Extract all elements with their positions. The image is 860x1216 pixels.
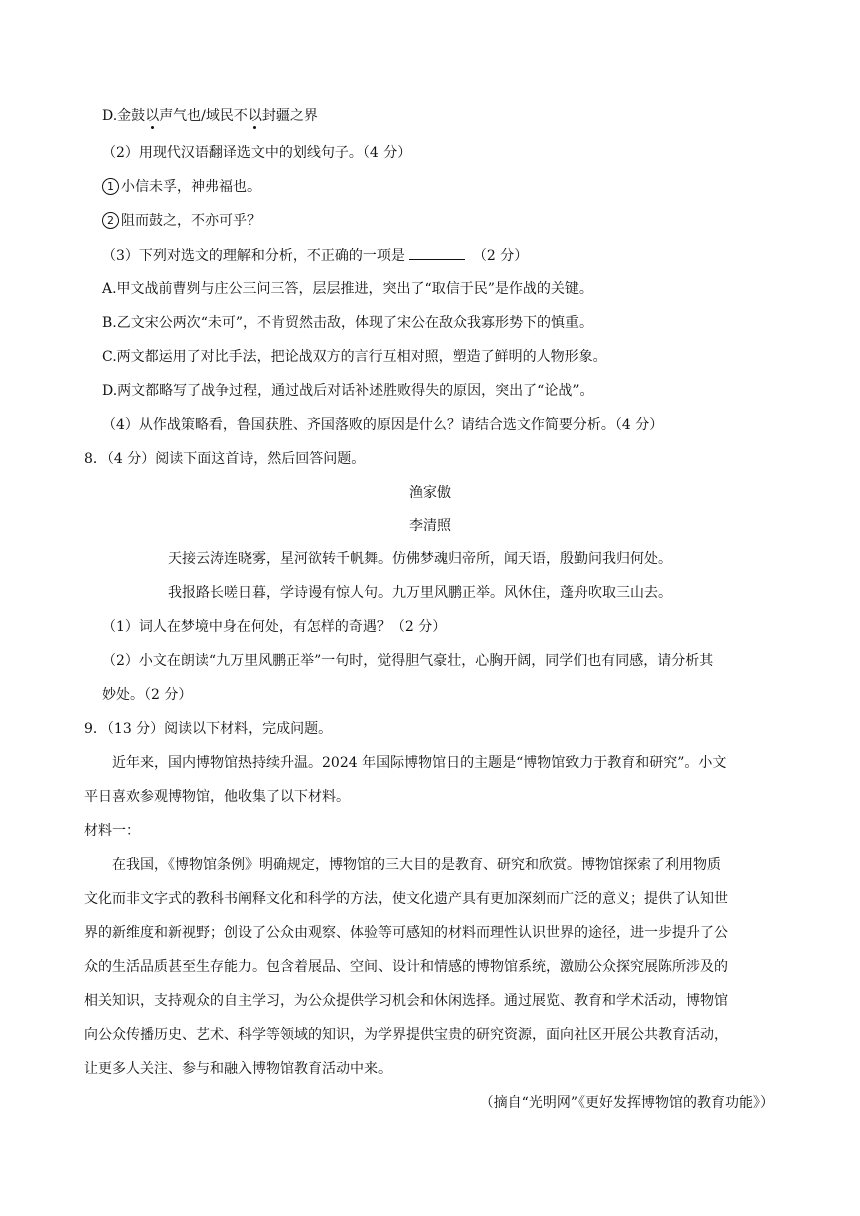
paragraph-line: 界的新维度和新视野；创设了公众由观察、体验等可感知的材料而理性认识世界的途径，进一步提升了公 [84,925,728,941]
answer-blank[interactable] [409,245,465,260]
emphasis-dot-char: 以 [145,108,160,124]
option-b: B.乙文宋公两次“未可”，不肯贸然击敌，体现了宋公在敌众我寡形势下的慎重。 [102,315,594,331]
sentence-1: 1 小信未孚，神弗福也。 [102,177,261,197]
paragraph-line: 让更多人关注、参与和融入博物馆教育活动中来。 [84,1061,392,1077]
paragraph-line: 众的生活品质甚至生存能力。包含着展品、空间、设计和情感的博物馆系统，激励公众探究展陈所涉及的 [84,959,728,975]
paragraph-line: 近年来，国内博物馆热持续升温。2024 年国际博物馆日的主题是“博物馆致力于教育和研究”。小文 [112,755,727,771]
question-7-4-stem: （4）从作战策略看，鲁国获胜、齐国落败的原因是什么？请结合选文作简要分析。（4 分） [102,417,664,433]
paragraph-line: 在我国，《博物馆条例》明确规定，博物馆的三大目的是教育、研究和欣赏。博物馆探索了利用物质 [112,857,721,873]
emphasis-dot-char: 以 [247,108,262,124]
question-8-1: （1）词人在梦境中身在何处，有怎样的奇遇？（2 分） [102,619,447,635]
source-citation: （摘自“光明网”《更好发挥博物馆的教育功能》） [479,1095,774,1111]
circled-number: 1 [102,178,119,195]
paragraph-line: 向公众传播历史、艺术、科学等领域的知识，为学界提供宝贵的研究资源，面向社区开展公共教育活动， [84,1027,728,1043]
question-8-2: （2）小文在朗读“九万里风鹏正举”一句时，觉得胆气豪壮，心胸开阔，同学们也有同感，请分析其 [102,653,714,669]
paragraph-line: 平日喜欢参观博物馆，他收集了以下材料。 [84,789,350,805]
circled-number: 2 [102,212,119,229]
option-c: C.两文都运用了对比手法，把论战双方的言行互相对照，塑造了鲜明的人物形象。 [102,349,607,365]
poem-title: 渔家傲 [409,485,451,501]
poem-line: 天接云涛连晓雾，星河欲转千帆舞。仿佛梦魂归帝所，闻天语，殷勤问我归何处。 [168,551,672,567]
option-d: D.金鼓以声气也/域民不以封疆之界 [102,108,318,124]
paragraph-line: 相关知识，支持观众的自主学习，为公众提供学习机会和休闲选择。通过展览、教育和学术活动，博物馆 [84,993,728,1009]
option-a: A.甲文战前曹刿与庄公三问三答，层层推进，突出了“取信于民”是作战的关键。 [102,281,593,297]
poem-author: 李清照 [409,518,451,534]
material-label: 材料一： [84,823,140,839]
sentence-2: 2 阻而鼓之，不亦可乎？ [102,211,261,231]
question-8-2-cont: 妙处。（2 分） [102,687,193,703]
question-7-3-stem: （3）下列对选文的理解和分析，不正确的一项是 （2 分） [102,245,528,266]
paragraph-line: 文化而非文字式的教科书阐释文化和科学的方法，使文化遗产具有更加深刻而广泛的意义；提供了认知世 [84,891,728,907]
option-d: D.两文都略写了战争过程，通过战后对话补述胜败得失的原因，突出了“论战”。 [102,383,594,399]
poem-line: 我报路长嗟日暮，学诗谩有惊人句。九万里风鹏正举。风休住，蓬舟吹取三山去。 [168,585,672,601]
question-8-stem: 8．（4 分）阅读下面这首诗，然后回答问题。 [84,451,366,467]
question-7-2-stem: （2）用现代汉语翻译选文中的划线句子。（4 分） [102,145,412,161]
question-9-stem: 9．（13 分）阅读以下材料，完成问题。 [84,721,333,737]
